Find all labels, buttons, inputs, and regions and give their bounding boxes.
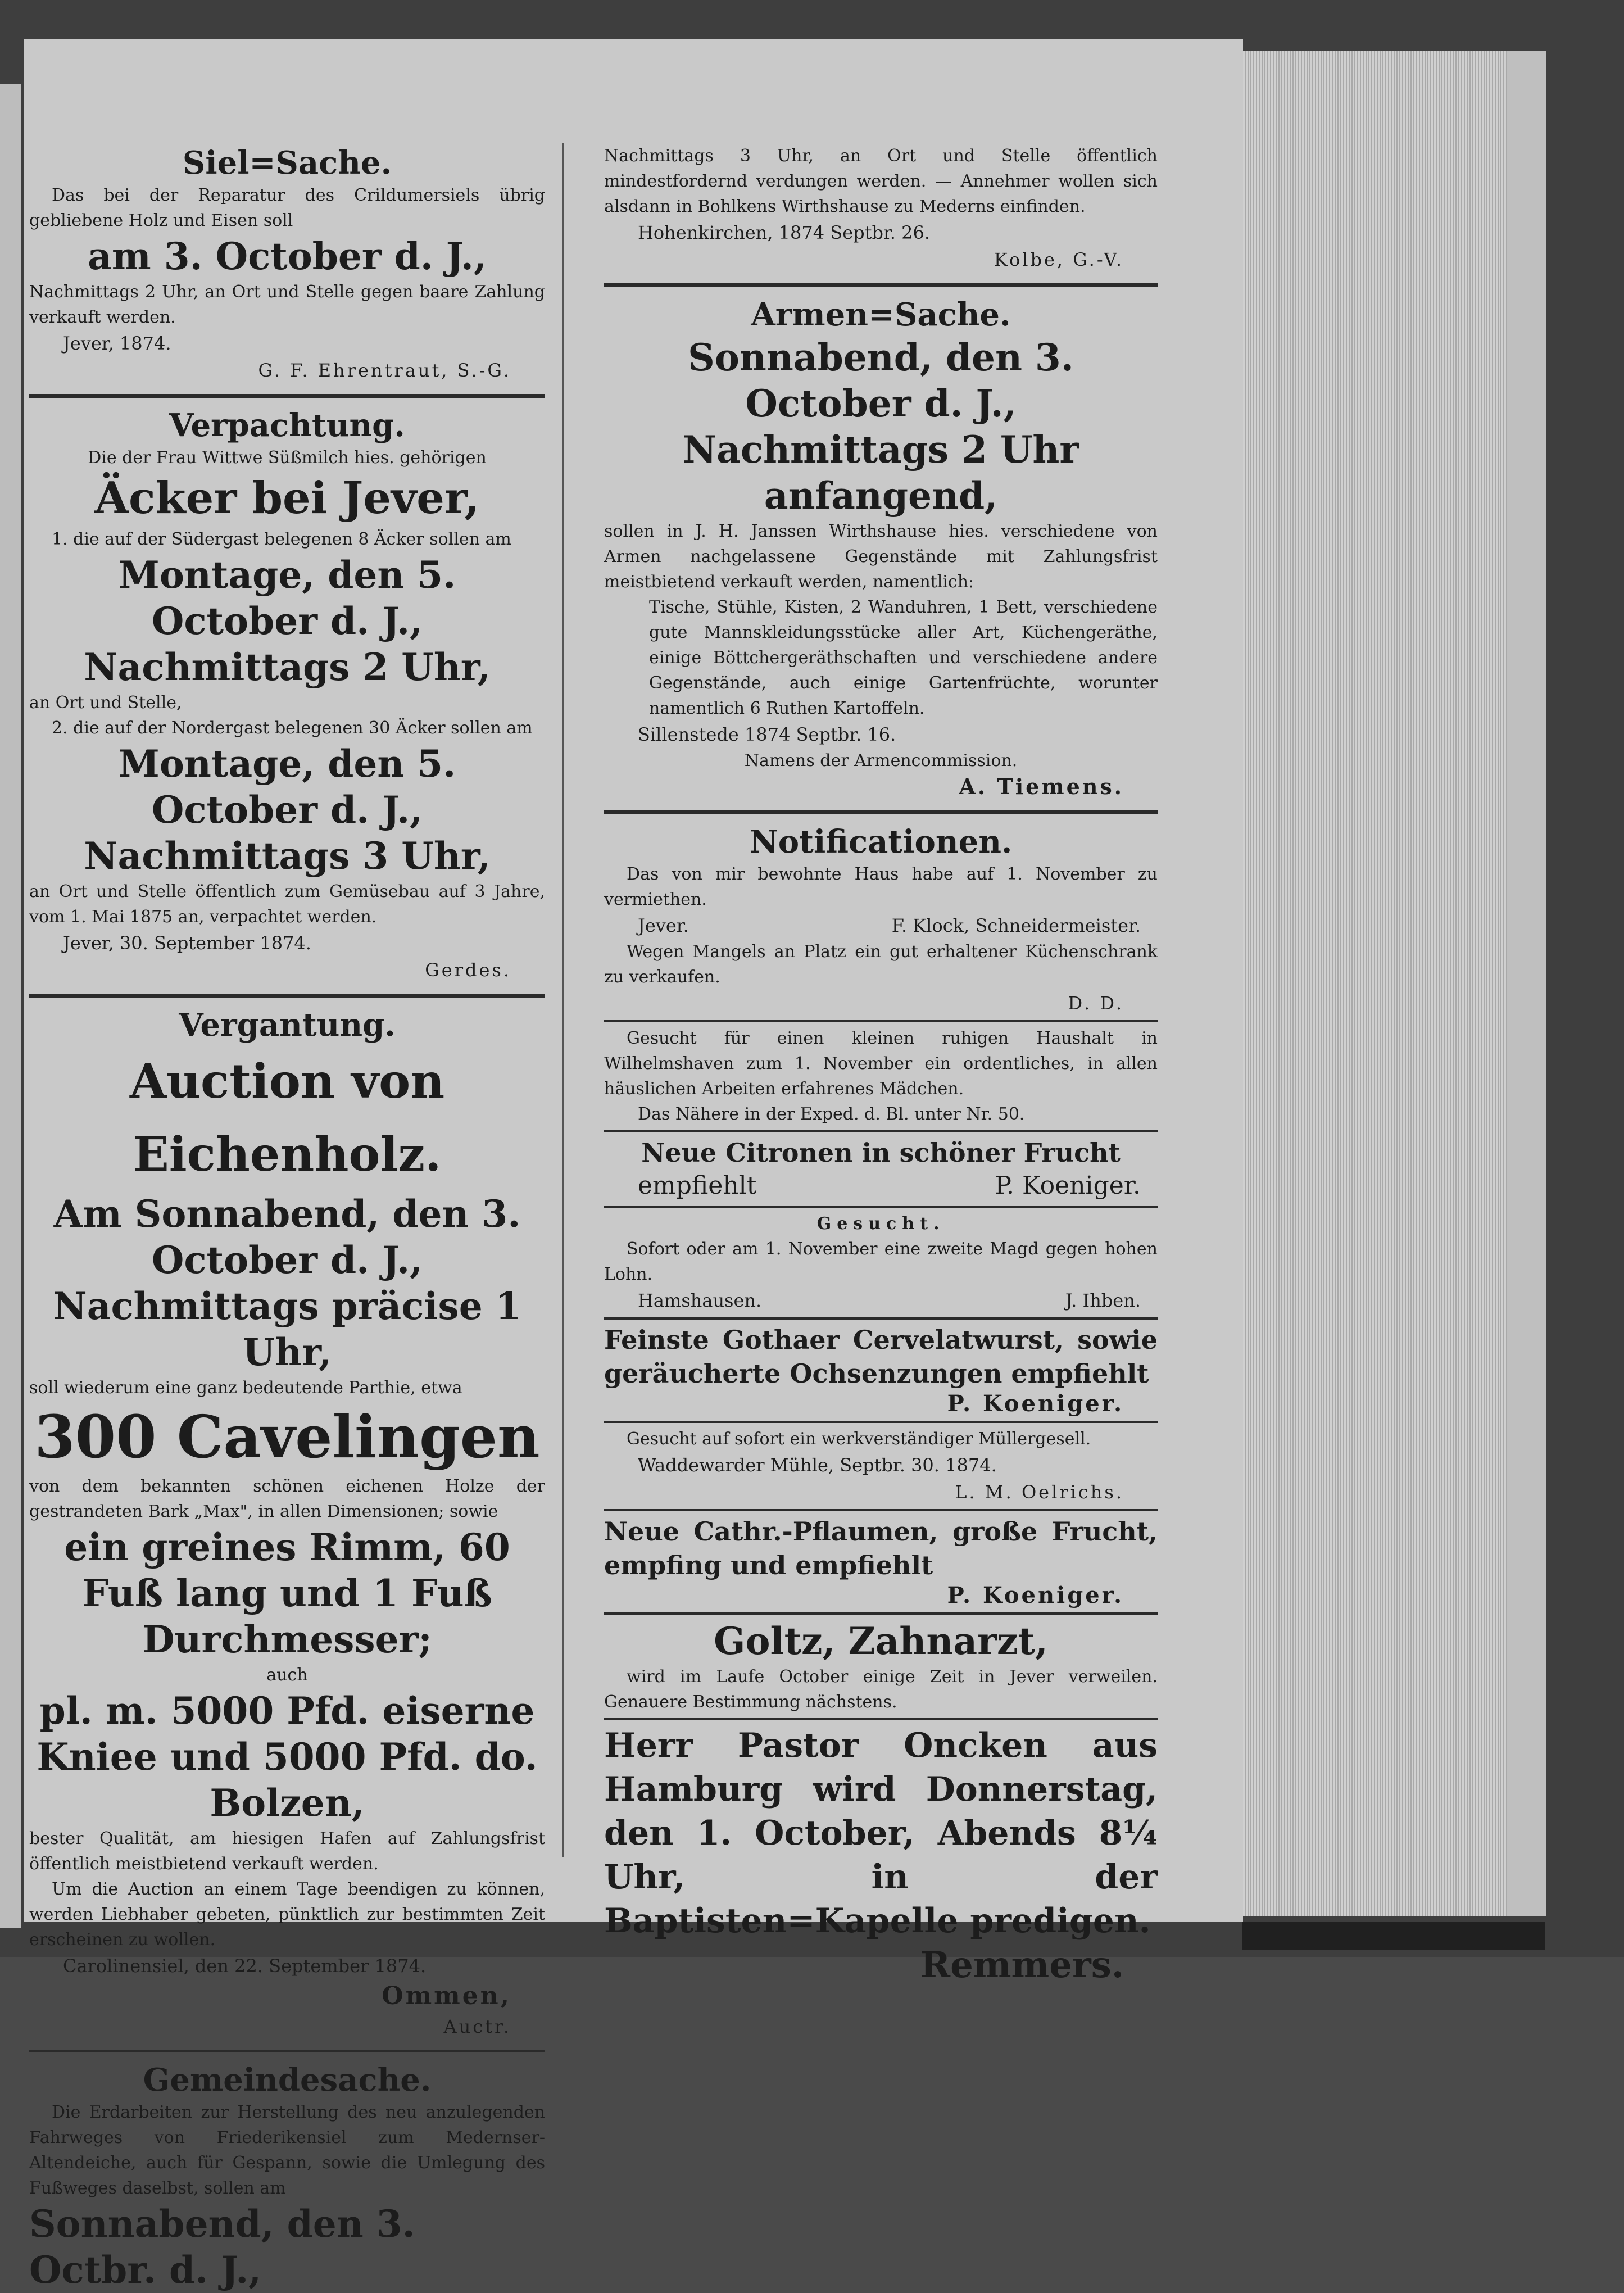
notice-place: Waddewarder Mühle, Septbr. 30. 1874. <box>638 1454 997 1476</box>
ad-place: Jever, 1874. <box>63 333 171 354</box>
notice-signature: Remmers. <box>920 1944 1124 1986</box>
ad-vergantung <box>29 1005 545 2040</box>
ad-signature: Gerdes. <box>425 959 511 981</box>
ad-gemeindesache <box>29 2060 545 2293</box>
ad-signature: Ommen, <box>382 1982 511 2010</box>
ad-date-line: Montage, den 5. October d. J., <box>118 553 456 643</box>
notice-body: Gesucht auf sofort ein werkverständiger Müllergesell. <box>627 1429 1091 1449</box>
notice-headline: Neue Citronen in schöner Frucht <box>641 1138 1121 1168</box>
notice-footer <box>604 1170 1158 1202</box>
notice-headline: Neue Cathr.-Pflaumen, große Frucht, empfing und empfiehlt <box>604 1516 1158 1580</box>
divider <box>604 1421 1158 1423</box>
divider <box>604 1206 1158 1208</box>
divider <box>604 1130 1158 1132</box>
ad-verpachtung <box>29 406 545 984</box>
ad-continuation <box>604 143 1158 273</box>
ad-date-line: Sonnabend, den 3. Octbr. d. J., <box>29 2202 415 2292</box>
ad-title: Verpachtung. <box>169 407 405 444</box>
notice-title: Goltz, Zahnarzt, <box>714 1619 1048 1663</box>
ad-office: Namens der Armencommission. <box>744 751 1018 771</box>
ad-body: auch <box>266 1665 308 1685</box>
ad-headline: Auction von Eichenholz. <box>129 1053 445 1182</box>
ad-headline: Äcker bei Jever, <box>94 473 480 524</box>
notice-signature: P. Koeniger. <box>995 1171 1141 1200</box>
ad-date-line: Montage, den 5. October d. J., <box>118 742 456 832</box>
notice-place: Hamshausen. <box>638 1290 762 1311</box>
ad-title: Siel=Sache. <box>182 144 392 182</box>
ad-body: Tische, Stühle, Kisten, 2 Wanduhren, 1 Bett, verschiedene gute Mannskleidungsstücke aller Art, Küchengeräthe, einige Böttchergeräthschaften und verschiedene andere Gegenstände, auch einige Gartenfrüchte, worunter namentlich 6 Ruthen Kartoffeln. <box>649 597 1158 718</box>
ad-amount: 300 Cavelingen <box>34 1402 540 1471</box>
notice-footer <box>604 912 1158 939</box>
ad-body: von dem bekannten schönen eichenen Holze der gestrandeten Bark „Max", in allen Dimensionen; sowie <box>29 1476 545 1521</box>
notice-headline: Herr Pastor Oncken aus Hamburg wird Donnerstag, den 1. October, Abends 8¼ Uhr, in der Baptisten=Kapelle predigen. <box>604 1726 1158 1941</box>
divider <box>604 1317 1158 1320</box>
notice-footer <box>604 1287 1158 1314</box>
divider <box>29 394 545 398</box>
notice-verb: empfiehlt <box>638 1171 757 1200</box>
ad-body: sollen in J. H. Janssen Wirthshause hies. verschiedene von Armen nachgelassene Gegenstände mit Zahlungsfrist meistbietend verkauft werden, namentlich: <box>604 522 1158 592</box>
notice-headline: Feinste Gothaer Cervelatwurst, sowie geräucherte Ochsenzungen empfiehlt <box>604 1325 1158 1389</box>
ad-role: Auctr. <box>443 2016 511 2037</box>
notice-signature: D. D. <box>1068 993 1124 1014</box>
ad-armen-sache <box>604 295 1158 800</box>
ad-time-line: Nachmittags 2 Uhr, <box>84 645 491 689</box>
ad-body: Das bei der Reparatur des Crildumersiels übrig gebliebene Holz und Eisen soll <box>29 185 545 230</box>
ad-date-line: am 3. October d. J., <box>88 234 487 278</box>
divider <box>29 994 545 998</box>
book-cover-edge <box>1507 51 1546 1916</box>
notice-signature: F. Klock, Schneidermeister. <box>891 915 1141 936</box>
ad-body: 1. die auf der Südergast belegenen 8 Äcker sollen am <box>52 529 511 549</box>
ad-body: an Ort und Stelle, <box>29 693 182 713</box>
divider <box>604 283 1158 287</box>
notice-body: Gesucht für einen kleinen ruhigen Haushalt in Wilhelmshaven zum 1. November ein ordentliches, in allen häuslichen Arbeiten erfahrenes Mädchen. <box>604 1028 1158 1099</box>
ad-date-line: Sonnabend, den 3. October d. J., <box>688 336 1074 425</box>
previous-page-edge <box>0 84 21 1928</box>
ad-title: Notificationen. <box>749 823 1013 860</box>
ad-body: Nachmittags 2 Uhr, an Ort und Stelle gegen baare Zahlung verkauft werden. <box>29 282 545 327</box>
ad-place: Hohenkirchen, 1874 Septbr. 26. <box>638 222 930 243</box>
notice-signature: P. Koeniger. <box>947 1390 1124 1417</box>
divider <box>29 2050 545 2052</box>
column-separator <box>562 143 564 1857</box>
ad-body: Um die Auction an einem Tage beendigen zu können, werden Liebhaber gebeten, pünktlich zur bestimmten Zeit erscheinen zu wollen. <box>29 1879 545 1950</box>
ad-place: Sillenstede 1874 Septbr. 16. <box>638 724 896 745</box>
bottom-shadow <box>1242 1922 1545 1950</box>
ad-title: Armen=Sache. <box>751 296 1011 333</box>
notice-body: Wegen Mangels an Platz ein gut erhaltener Küchenschrank zu verkaufen. <box>604 942 1158 987</box>
ad-body: 2. die auf der Nordergast belegenen 30 Äcker sollen am <box>52 718 533 738</box>
notice-title: Gesucht. <box>816 1214 945 1234</box>
ad-title: Gemeindesache. <box>143 2061 432 2099</box>
ad-body: Die Erdarbeiten zur Herstellung des neu anzulegenden Fahrweges von Friederikensiel zum Medernser-Altendeiche, auch für Gespann, sowie die Umlegung des Fußweges daselbst, sollen am <box>29 2102 545 2198</box>
ad-time-line: Nachmittags 2 Uhr anfangend, <box>682 428 1079 518</box>
divider <box>604 1509 1158 1511</box>
ad-notificationen <box>604 822 1158 1988</box>
divider <box>604 1718 1158 1720</box>
divider <box>604 1020 1158 1022</box>
notice-body: wird im Laufe October einige Zeit in Jever verweilen. Genauere Bestimmung nächstens. <box>604 1667 1158 1712</box>
ad-body: Nachmittags 3 Uhr, an Ort und Stelle öffentlich mindestfordernd verdungen werden. — Annehmer wollen sich alsdann in Bohlkens Wirthshause zu Mederns einfinden. <box>604 146 1158 216</box>
page-stack-edge <box>1243 51 1507 1916</box>
notice-reference: Das Nähere in der Exped. d. Bl. unter Nr. 50. <box>638 1104 1025 1124</box>
notice-signature: L. M. Oelrichs. <box>955 1481 1124 1503</box>
ad-place: Carolinensiel, den 22. September 1874. <box>63 1955 427 1977</box>
divider <box>604 1612 1158 1615</box>
ad-signature: A. Tiemens. <box>959 774 1124 799</box>
ad-siel-sache <box>29 143 545 384</box>
right-column <box>604 143 1158 1988</box>
ad-date-line: Am Sonnabend, den 3. October d. J., Nachmittags präcise 1 Uhr, <box>53 1192 521 1374</box>
ad-signature: G. F. Ehrentraut, S.-G. <box>258 360 511 381</box>
notice-body: Sofort oder am 1. November eine zweite Magd gegen hohen Lohn. <box>604 1239 1158 1284</box>
ad-body: soll wiederum eine ganz bedeutende Parthie, etwa <box>29 1378 462 1398</box>
ad-body: bester Qualität, am hiesigen Hafen auf Zahlungsfrist öffentlich meistbietend verkauft werden. <box>29 1829 545 1874</box>
ad-title: Vergantung. <box>179 1007 396 1044</box>
ad-item: ein greines Rimm, 60 Fuß lang und 1 Fuß Durchmesser; <box>64 1525 510 1661</box>
ad-body: Die der Frau Wittwe Süßmilch hies. gehörigen <box>88 448 487 468</box>
ad-time-line: Nachmittags 3 Uhr, <box>84 834 491 878</box>
notice-place: Jever. <box>638 915 689 936</box>
ad-item: pl. m. 5000 Pfd. eiserne Kniee und 5000 Pfd. do. Bolzen, <box>37 1689 538 1825</box>
notice-signature: J. Ihben. <box>1065 1290 1141 1311</box>
ad-signature: Kolbe, G.-V. <box>994 249 1124 270</box>
notice-signature: P. Koeniger. <box>947 1582 1124 1608</box>
divider <box>604 810 1158 814</box>
ad-body: an Ort und Stelle öffentlich zum Gemüsebau auf 3 Jahre, vom 1. Mai 1875 an, verpachtet werden. <box>29 882 545 927</box>
left-column <box>29 143 545 2293</box>
notice-body: Das von mir bewohnte Haus habe auf 1. November zu vermiethen. <box>604 864 1158 909</box>
ad-place: Jever, 30. September 1874. <box>63 932 311 954</box>
